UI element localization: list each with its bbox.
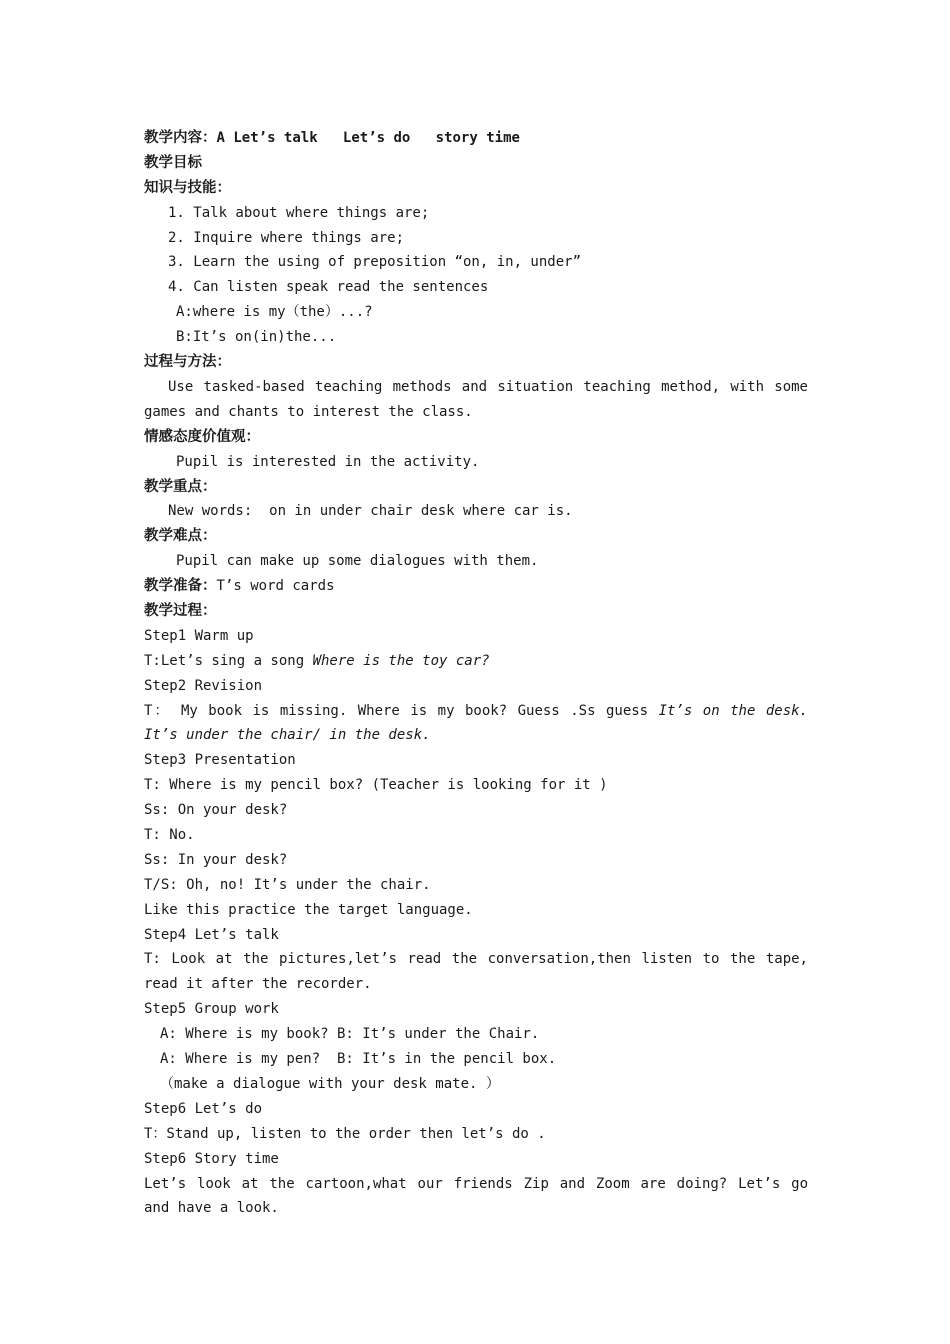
step2-teacher-text: T： My book is missing. Where is my book? Guess .Ss guess	[144, 702, 659, 719]
attitude-text: Pupil is interested in the activity.	[176, 453, 480, 470]
step5-line-3: （make a dialogue with your desk mate. ）	[160, 1075, 500, 1092]
step3-line-1: T: Where is my pencil box? (Teacher is looking for it )	[144, 777, 608, 794]
knowledge-skills-heading: 知识与技能：	[144, 179, 231, 196]
step2-teacher-line	[144, 699, 808, 749]
knowledge-item-2: 2. Inquire where things are;	[168, 229, 405, 246]
difficulties-text: Pupil can make up some dialogues with them.	[176, 553, 539, 570]
step3-heading: Step3 Presentation	[144, 752, 296, 769]
step2-heading: Step2 Revision	[144, 677, 263, 694]
lesson-plan-document	[144, 126, 808, 1221]
song-title: Where is the toy car?	[312, 652, 490, 669]
attitude-heading: 情感态度价值观：	[144, 428, 260, 445]
difficulties-heading: 教学难点：	[144, 528, 217, 545]
step4-text: T: Look at the pictures,let’s read the conversation,then listen to the tape, read it after the recorder.	[144, 951, 808, 993]
knowledge-item-4: 4. Can listen speak read the sentences	[168, 279, 489, 296]
story-time-heading: Step6 Story time	[144, 1150, 279, 1167]
knowledge-item-1: 1. Talk about where things are;	[168, 204, 430, 221]
step3-line-3: T: No.	[144, 827, 195, 843]
preparation-label: 教学准备：	[144, 578, 217, 595]
step6-text: T：Stand up, listen to the order then let’s do .	[144, 1125, 546, 1142]
step3-line-4: Ss: In your desk?	[144, 851, 288, 868]
process-method-text: Use tasked-based teaching methods and situation teaching method, with some games and chants to interest the class.	[144, 378, 808, 420]
step4-heading: Step4 Let’s talk	[144, 926, 279, 943]
teaching-content-label: 教学内容：	[144, 130, 217, 146]
process-method-heading: 过程与方法：	[144, 354, 231, 371]
story-time-text: Let’s look at the cartoon,what our friends Zip and Zoom are doing? Let’s go and have a look.	[144, 1175, 808, 1217]
key-points-text: New words: on in under chair desk where car is.	[168, 503, 573, 520]
teaching-content-line	[144, 126, 808, 151]
step3-line-6: Like this practice the target language.	[144, 901, 473, 918]
knowledge-item-3: 3. Learn the using of preposition “on, in, under”	[168, 254, 582, 271]
step5-heading: Step5 Group work	[144, 1001, 279, 1018]
sample-sentence-b: B:It’s on(in)the...	[176, 329, 337, 346]
sample-sentence-a: A:where is my（the）...?	[176, 304, 373, 321]
preparation-text: T’s word cards	[216, 578, 335, 595]
step3-line-2: Ss: On your desk?	[144, 802, 288, 819]
procedure-heading: 教学过程：	[144, 602, 217, 619]
teaching-content-text: A Let’s talk Let’s do story time	[216, 130, 520, 146]
key-points-heading: 教学重点：	[144, 478, 217, 495]
step6-heading: Step6 Let’s do	[144, 1100, 263, 1117]
preparation-line	[144, 574, 808, 599]
teaching-goals-heading: 教学目标	[144, 154, 202, 171]
step2-guess-text: It’s on the desk. It’s under the chair/ in the desk.	[144, 702, 808, 744]
step5-line-1: A: Where is my book? B: It’s under the Chair.	[160, 1026, 540, 1043]
step3-line-5: T/S: Oh, no! It’s under the chair.	[144, 876, 431, 893]
step1-heading: Step1 Warm up	[144, 627, 254, 644]
step1-teacher-text: T:Let’s sing a song	[144, 652, 313, 669]
step5-line-2: A: Where is my pen? B: It’s in the pencil box.	[160, 1051, 557, 1068]
step1-teacher-line	[144, 649, 808, 674]
